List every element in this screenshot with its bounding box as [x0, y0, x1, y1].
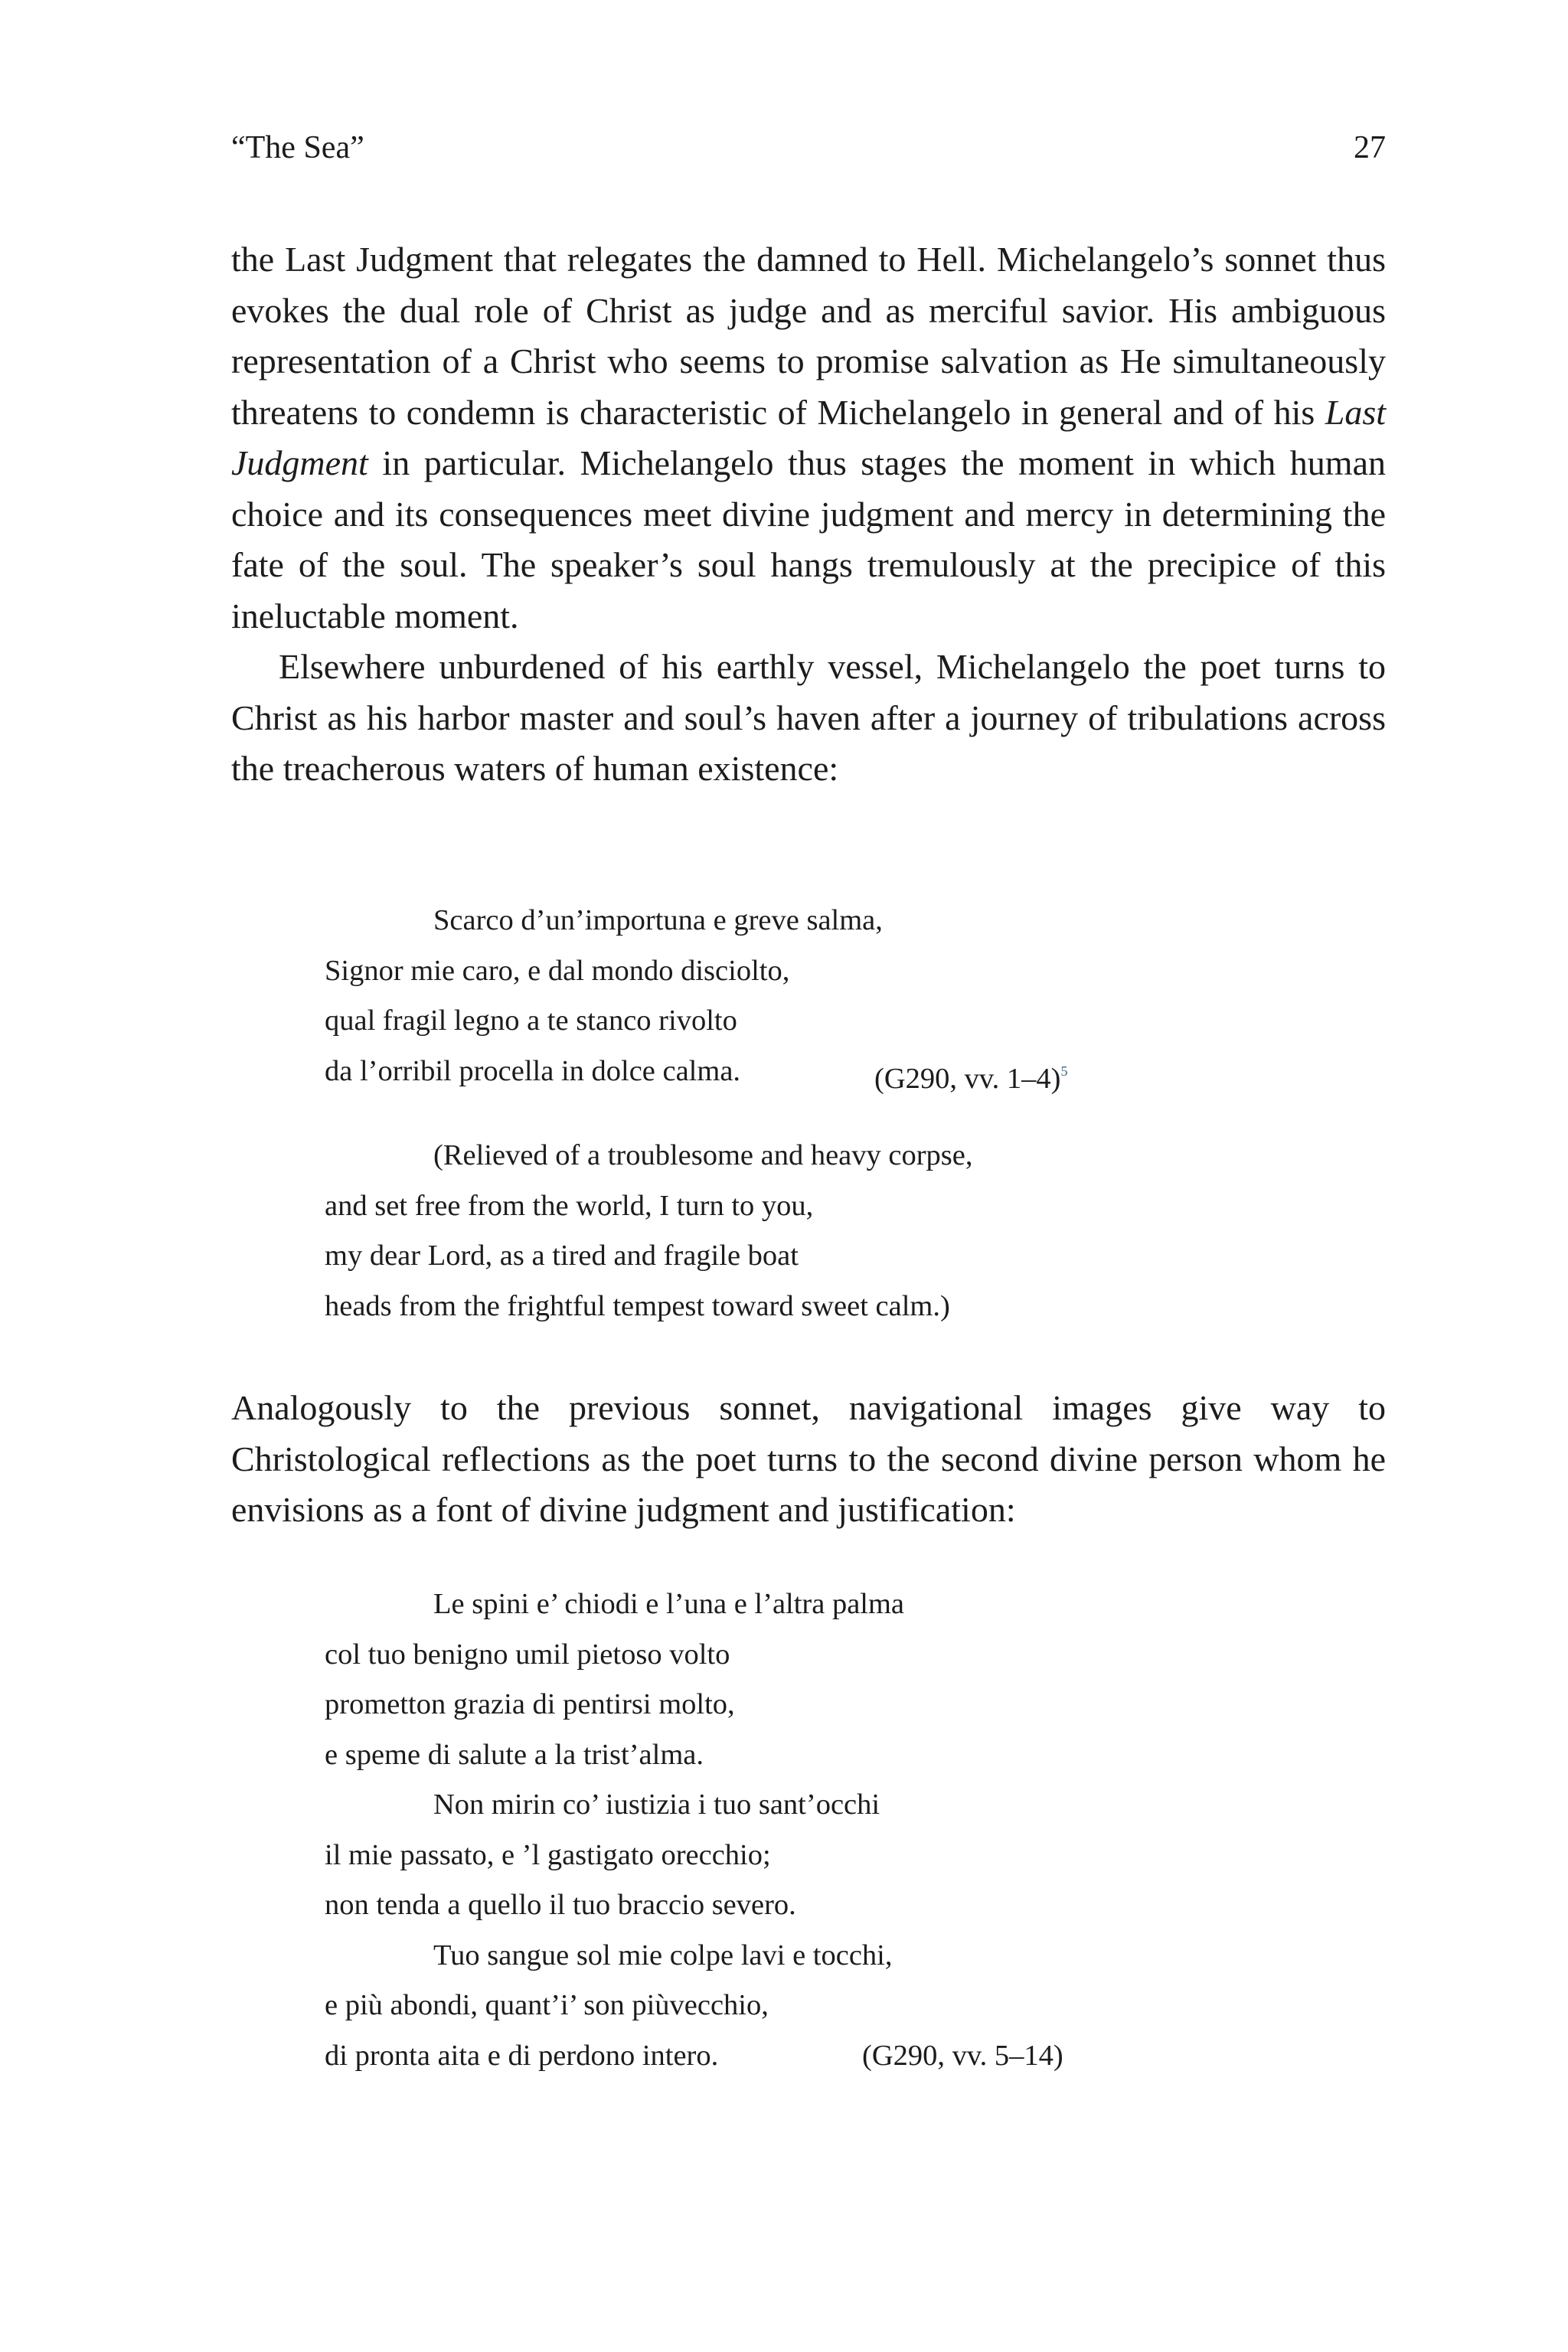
verse-line: col tuo benigno umil pietoso volto — [325, 1638, 730, 1671]
body-text-block — [231, 234, 1386, 795]
verse-line: prometton grazia di pentirsi molto, — [325, 1688, 735, 1720]
verse-line: Tuo sangue sol mie colpe lavi e tocchi, — [433, 1939, 893, 1971]
paragraph-1 — [231, 234, 1386, 642]
verse-citation — [874, 1047, 1067, 1105]
footnote-marker[interactable]: 5 — [1060, 1063, 1068, 1079]
translation-line: (Relieved of a troublesome and heavy corpse, — [433, 1139, 973, 1171]
paragraph-1-text-b: in particular. Michelangelo thus stages the moment in which human choice and its consequences meet divine judgment and mercy in determining the fate of the soul. The speaker’s soul hangs tremulously at the precipice of this ineluctable moment. — [231, 443, 1386, 635]
body-text-block — [231, 1383, 1386, 1536]
verse-line: da l’orribil procella in dolce calma. — [325, 1054, 741, 1087]
citation-text: (G290, vv. 1–4) — [874, 1062, 1061, 1095]
italic-title-last-judgment: Last Judgment — [231, 392, 1386, 482]
verse-line: non tenda a quello il tuo braccio severo. — [325, 1889, 796, 1921]
verse-line: di pronta aita e di perdono intero. — [325, 2039, 719, 2072]
running-head-title: “The Sea” — [231, 130, 364, 165]
page-number: 27 — [1354, 130, 1386, 165]
verse-line: qual fragil legno a te stanco rivolto — [325, 1004, 737, 1037]
verse-line: Non mirin co’ iustizia i tuo sant’occhi — [433, 1788, 880, 1821]
verse-translation — [325, 1131, 973, 1331]
verse-line: e più abondi, quant’i’ son piùvecchio, — [325, 1989, 769, 2021]
verse-line: Scarco d’un’importuna e greve salma, — [433, 904, 883, 936]
translation-line: my dear Lord, as a tired and fragile boat — [325, 1240, 799, 1272]
paragraph-2: Elsewhere unburdened of his earthly vessel, Michelangelo the poet turns to Christ as his harbor master and soul’s haven after a journey of tribulations across the treacherous waters of human existence: — [231, 647, 1386, 788]
translation-line: heads from the frightful tempest toward sweet calm.) — [325, 1289, 950, 1322]
verse-line: e speme di salute a la trist’alma. — [325, 1738, 704, 1771]
verse-quotation-1 — [325, 896, 1068, 1096]
running-head — [231, 129, 1386, 167]
verse-line: il mie passato, e ’l gastigato orecchio; — [325, 1838, 771, 1871]
verse-line: Signor mie caro, e dal mondo disciolto, — [325, 954, 790, 987]
verse-line: Le spini e’ chiodi e l’una e l’altra palma — [433, 1588, 905, 1620]
verse-citation: (G290, vv. 5–14) — [862, 2039, 1063, 2072]
verse-quotation-2 — [325, 1579, 1063, 2081]
paragraph-1-text-a: the Last Judgment that relegates the damned to Hell. Michelangelo’s sonnet thus evokes the dual role of Christ as judge and as merciful savior. His ambiguous representation of a Christ who seems to promise salvation as He simultaneously threatens to condemn is characteristic of Michelangelo in general and of his — [231, 240, 1386, 432]
paragraph-3: Analogously to the previous sonnet, navigational images give way to Christological reflections as the poet turns to the second divine person whom he envisions as a font of divine judgment and justification: — [231, 1388, 1386, 1529]
translation-line: and set free from the world, I turn to you, — [325, 1189, 814, 1222]
